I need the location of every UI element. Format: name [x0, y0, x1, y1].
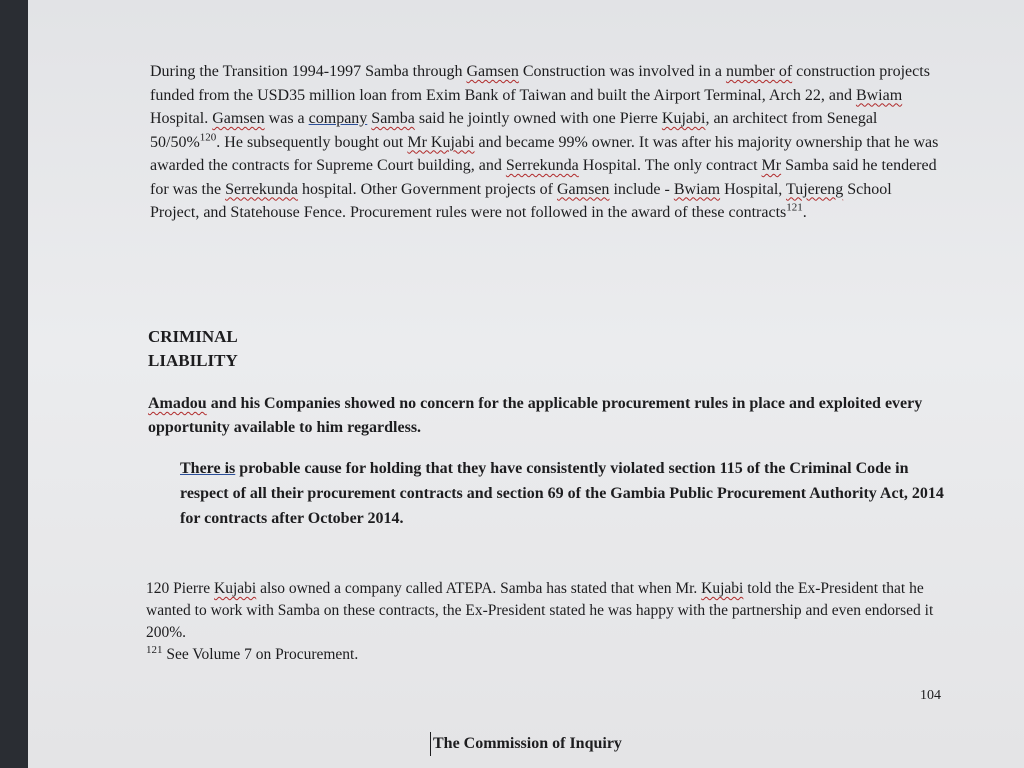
page-footer: The Commission of Inquiry [430, 732, 622, 756]
main-paragraph-text-run: Samba [371, 110, 415, 127]
footnote-120-text-run: 120 [146, 580, 174, 597]
section-heading [148, 325, 238, 373]
document-page [28, 0, 1024, 768]
main-paragraph-text-run: Mr Kujabi [407, 133, 475, 151]
main-paragraph-text-run: . [802, 204, 807, 221]
probable-cause-paragraph [180, 456, 950, 531]
main-paragraph-text-run: Construction was involved in a [518, 63, 726, 80]
main-paragraph-text-run: construction projects funded from the USD35 million loan from Exim Bank of Taiwan and built the Airport Terminal, Arch 22, and [150, 63, 930, 104]
main-paragraph-text-run: , an architect from Senegal 50/50% [150, 110, 878, 151]
main-paragraph-footnote-ref: 120 [199, 131, 217, 144]
main-paragraph-text-run: Gamsen [557, 180, 610, 198]
main-paragraph-text-run: include - [609, 180, 674, 198]
main-paragraph-text-run: Bwiam [855, 86, 903, 104]
main-paragraph-text-run: Hospital, [720, 180, 787, 198]
main-paragraph-text-run: and became 99% owner. It was after his majority ownership that he was awarded the contracts for Supreme Court building, and [150, 133, 939, 174]
footnote-120 [146, 578, 936, 644]
footnote-120-text-run: Pierre [173, 580, 215, 597]
main-paragraph-text-run: Gamsen [212, 110, 265, 127]
footnote-121-text: See Volume 7 on Procurement. [162, 646, 359, 663]
main-paragraph-text-run: said he jointly owned with one Pierre [414, 110, 662, 127]
main-paragraph-text-run: Hospital. The only contract [578, 157, 762, 174]
main-paragraph [150, 60, 940, 225]
footnote-120-text-run: Kujabi [701, 580, 744, 597]
main-paragraph-footnote-ref: 121 [786, 201, 803, 214]
main-paragraph-text-run: Kujabi [661, 110, 706, 127]
heading-line-1: CRIMINAL [148, 327, 238, 346]
main-paragraph-text-run: company [308, 110, 368, 127]
main-paragraph-text-run: During the Transition 1994-1997 Samba through [150, 63, 467, 80]
probable-cause-lead: There is [180, 460, 236, 477]
heading-line-2: LIABILITY [148, 351, 238, 370]
main-paragraph-text-run: Hospital. [150, 110, 213, 127]
main-paragraph-text-run: Serrekunda [225, 180, 298, 198]
footnote-121 [146, 644, 936, 666]
main-paragraph-text-run: number of [725, 63, 793, 80]
finding-lead: Amadou [148, 395, 207, 412]
main-paragraph-text-run: hospital. Other Government projects of [297, 180, 557, 198]
main-paragraph-text-run: was a [264, 110, 309, 127]
footnote-120-text-run: Kujabi [214, 580, 257, 597]
page-number: 104 [920, 688, 941, 703]
finding-text: and his Companies showed no concern for the applicable procurement rules in place and exploited every opportunity available to him regardless. [148, 395, 923, 436]
main-paragraph-text-run: . He subsequently bought out [216, 133, 408, 151]
finding-paragraph [148, 392, 938, 440]
main-paragraph-text-run: Gamsen [466, 63, 519, 80]
main-paragraph-text-run: Serrekunda [505, 157, 579, 174]
footnote-120-text-run: also owned a company called ATEPA. Samba has stated that when Mr. [256, 580, 702, 597]
main-paragraph-text-run: Samba said he tendered for was the [150, 157, 937, 198]
main-paragraph-text-run: Mr [761, 157, 782, 174]
footnote-120-text-run: told the Ex-President that he wanted to work with Samba on these contracts, the Ex-President stated he was happy with the partnership and even endorsed it 200%. [146, 580, 934, 641]
main-paragraph-text-run: School Project, and Statehouse Fence. Procurement rules were not followed in the award of these contracts [150, 180, 892, 221]
probable-cause-text: probable cause for holding that they have consistently violated section 115 of the Criminal Code in respect of all their procurement contracts and section 69 of the Gambia Public Procurement Authority Act, 2014 for contracts after October 2014. [180, 460, 944, 527]
main-paragraph-text-run: Bwiam [673, 180, 721, 198]
footnote-121-number: 121 [146, 643, 163, 656]
main-paragraph-text-run: Tujereng [786, 180, 844, 198]
footnotes [146, 578, 936, 666]
